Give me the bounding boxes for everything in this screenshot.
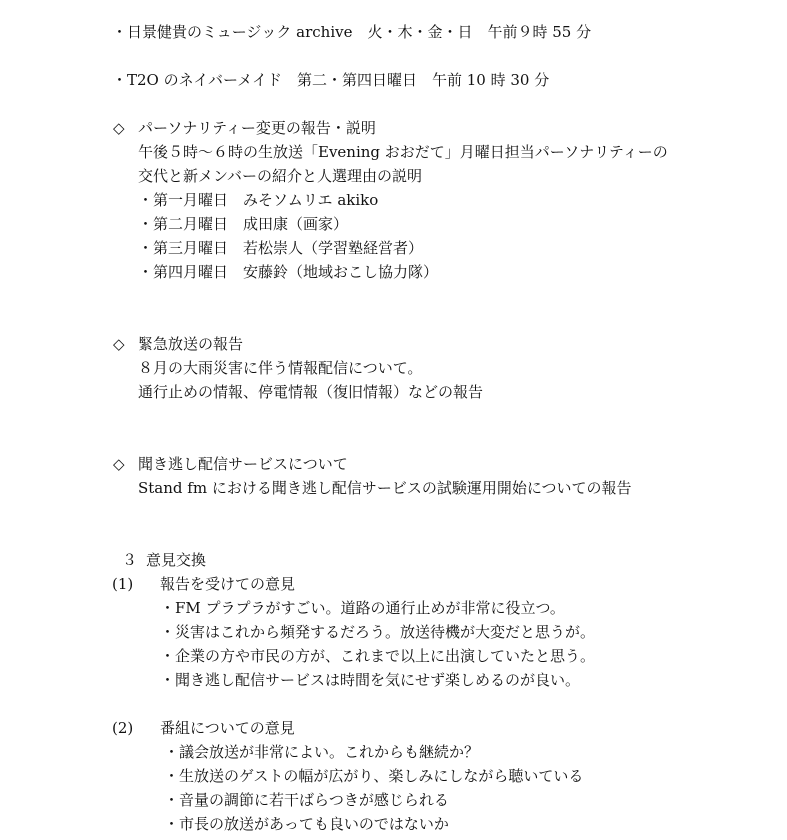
list-item: ・第二月曜日 成田康（画家） bbox=[138, 215, 349, 233]
diamond-bullet-icon: ◇ bbox=[113, 119, 125, 137]
list-item: ・聞き逃し配信サービスは時間を気にせず楽しめるのが良い。 bbox=[160, 671, 581, 689]
body-line: 通行止めの情報、停電情報（復旧情報）などの報告 bbox=[138, 383, 484, 401]
list-item: ・FM プラプラがすごい。道路の通行止めが非常に役立つ。 bbox=[160, 599, 565, 617]
list-item: ・生放送のゲストの幅が広がり、楽しみにしながら聴いている bbox=[164, 767, 584, 785]
list-item: ・議会放送が非常によい。これからも継続か？ bbox=[164, 743, 480, 761]
section-heading: 緊急放送の報告 bbox=[138, 335, 244, 353]
list-item: ・音量の調節に若干ばらつきが感じられる bbox=[164, 791, 449, 809]
list-item: ・第四月曜日 安藤鈴（地域おこし協力隊） bbox=[138, 263, 439, 281]
body-line: Stand fm における聞き逃し配信サービスの試験運用開始についての報告 bbox=[138, 479, 632, 497]
body-line: 午後５時～６時の生放送「Evening おおだて」月曜日担当パーソナリティーの bbox=[138, 143, 668, 161]
program-schedule-neighbor-maid: ・T2O のネイバーメイド 第二・第四日曜日 午前 10 時 30 分 bbox=[112, 71, 550, 89]
diamond-bullet-icon: ◇ bbox=[113, 335, 125, 353]
list-item: ・企業の方や市民の方が、これまで以上に出演していたと思う。 bbox=[160, 647, 596, 665]
body-line: ８月の大雨災害に伴う情報配信について。 bbox=[138, 359, 423, 377]
list-item: ・市長の放送があっても良いのではないか bbox=[164, 815, 449, 833]
program-schedule-archive: ・日景健貴のミュージック archive 火・木・金・日 午前９時 55 分 bbox=[112, 23, 592, 41]
body-line: 交代と新メンバーの紹介と人選理由の説明 bbox=[138, 167, 422, 185]
section-number: ３ bbox=[122, 551, 138, 569]
section-heading: 聞き逃し配信サービスについて bbox=[138, 455, 348, 473]
diamond-bullet-icon: ◇ bbox=[113, 455, 125, 473]
subsection-title: 報告を受けての意見 bbox=[160, 575, 296, 593]
list-item: ・災害はこれから頻発するだろう。放送待機が大変だと思うが。 bbox=[160, 623, 596, 641]
section-heading: パーソナリティー変更の報告・説明 bbox=[138, 119, 376, 137]
subsection-label: (2) bbox=[112, 719, 134, 737]
list-item: ・第三月曜日 若松崇人（学習塾経営者） bbox=[138, 239, 424, 257]
list-item: ・第一月曜日 みそソムリエ akiko bbox=[138, 191, 379, 209]
subsection-label: (1) bbox=[112, 575, 134, 593]
section-title: 意見交換 bbox=[146, 551, 207, 569]
subsection-title: 番組についての意見 bbox=[160, 719, 295, 737]
